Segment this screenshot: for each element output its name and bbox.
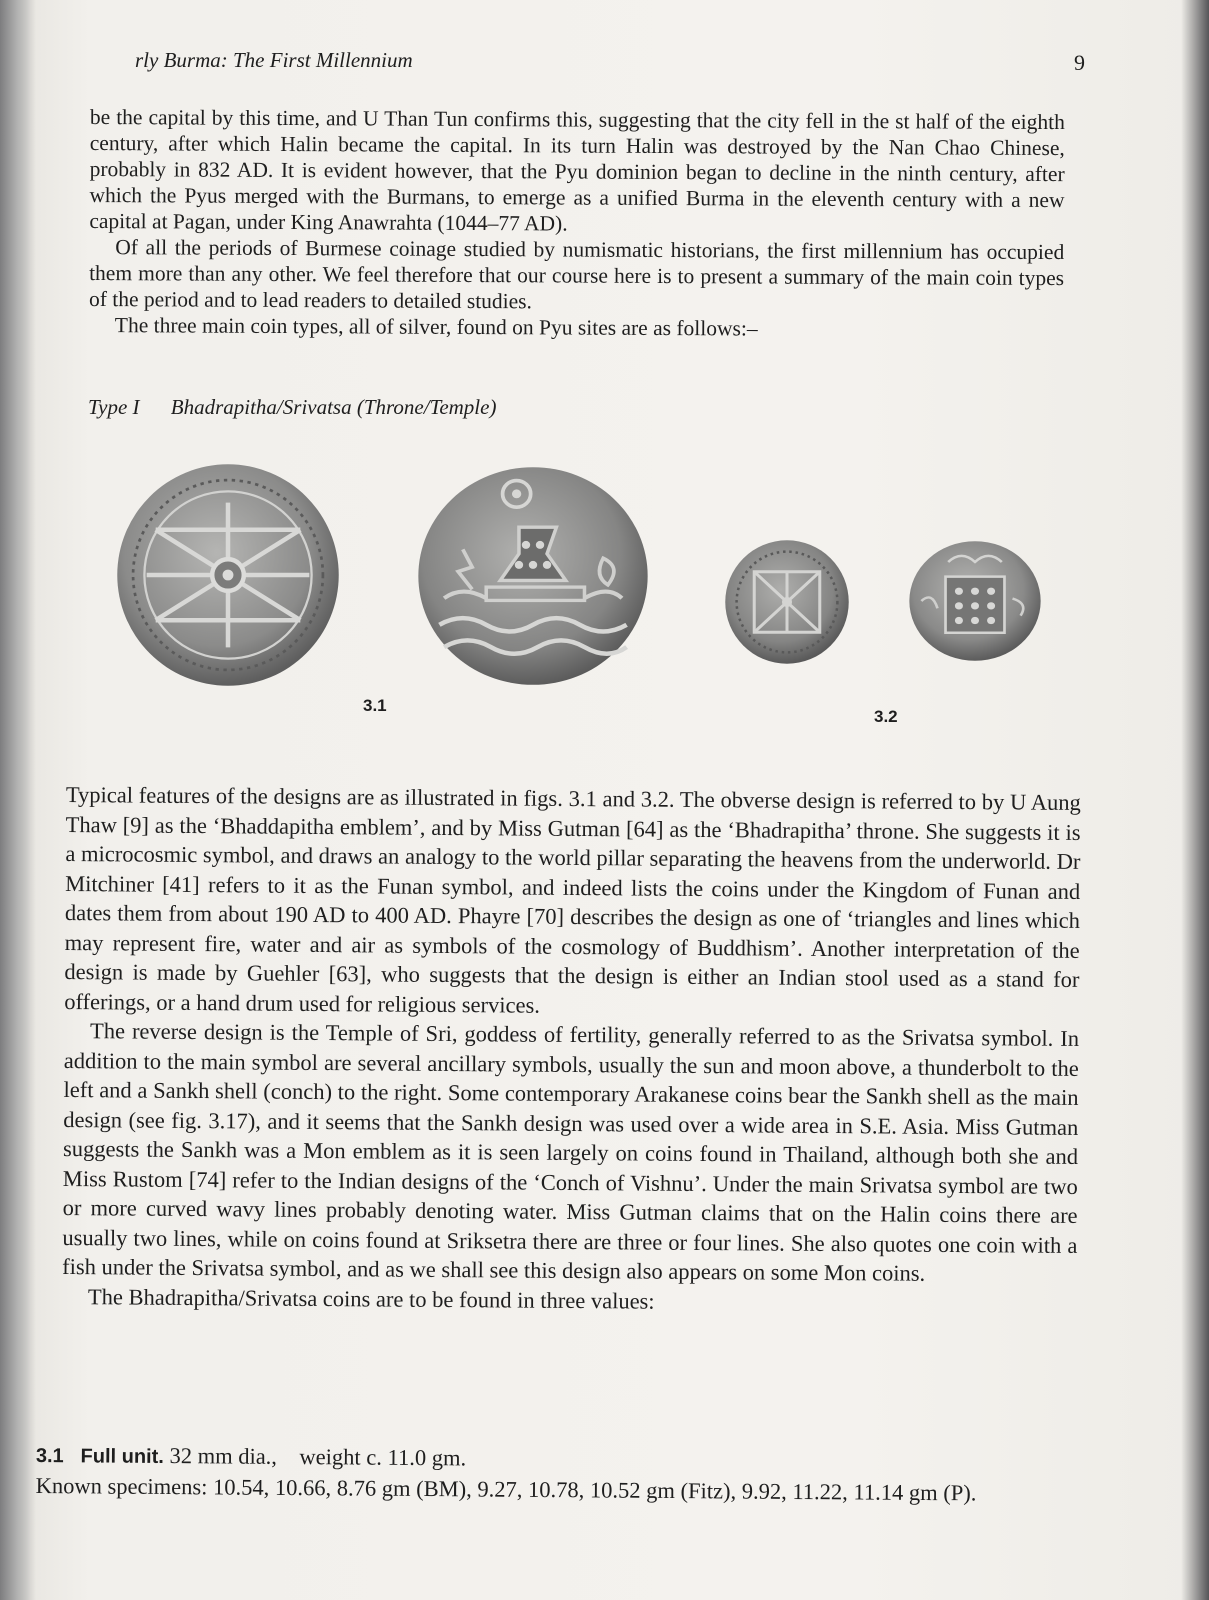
entry-number: 3.1 <box>35 1444 64 1468</box>
bhadrapitha-emblem-icon <box>115 462 341 688</box>
srivatsa-temple-small-icon <box>908 540 1042 662</box>
running-title: rly Burma: The First Millennium <box>135 48 413 72</box>
entry-specimens: Known specimens: 10.54, 10.66, 8.76 gm (BM), 9.27, 10.78, 10.52 gm (Fitz), 9.92, 11.22, 11.14 gm (P). <box>35 1472 977 1506</box>
type-heading <box>88 395 496 420</box>
coin-reverse-small-image <box>908 540 1042 662</box>
coin-obverse-large-image <box>115 462 341 688</box>
bhadrapitha-emblem-small-icon <box>724 539 850 665</box>
body-paragraph-3: The Bhadrapitha/Srivatsa coins are to be found in three values: <box>87 1283 655 1314</box>
figure-label-3-2: 3.2 <box>874 707 898 726</box>
running-header <box>115 48 1085 78</box>
coin-obverse-small-image <box>724 539 850 665</box>
coin-reverse-large-image <box>416 465 650 687</box>
intro-text <box>89 104 1065 343</box>
type-name: Bhadrapitha/Srivatsa (Throne/Temple) <box>170 395 497 419</box>
entry-unit: Full unit. <box>80 1445 164 1469</box>
type-label: Type I <box>88 395 140 419</box>
intro-paragraph-2: Of all the periods of Burmese coinage studied by numismatic historians, the first millennium has occupied them more than any other. We feel therefore that our course here is to present a summary of the main coin types of the period and to lead readers to detailed studies. <box>88 235 1065 314</box>
srivatsa-temple-icon <box>416 465 650 687</box>
figure-label-3-1: 3.1 <box>363 696 387 715</box>
catalogue-entry <box>36 1440 1108 1508</box>
intro-paragraph-3: The three main coin types, all of silver, found on Pyu sites are as follows:– <box>114 313 758 341</box>
entry-details: 32 mm dia., weight c. 11.0 gm. <box>169 1443 467 1471</box>
page-edge-shadow <box>1181 0 1209 1600</box>
page-number: 9 <box>1074 50 1085 75</box>
body-paragraph-2: The reverse design is the Temple of Sri, goddess of fertility, generally referred to as the Srivatsa symbol. In addition to the main symbol are several ancillary symbols, usually the sun and moon above, a thunderbolt to the left and a Sankh shell (conch) to the right. Some contemporary Arakanese coins bear the Sankh shell as the main design (see fig. 3.17), and it seems that the Sankh design was used over a wide area in S.E. Asia. Miss Gutman suggests the Sankh was a Mon emblem as it is seen largely on coins found in Thailand, although both she and Miss Rustom [74] refer to the Indian designs of the ‘Conch of Vishnu’. Under the main Srivatsa symbol are two or more curved wavy lines probably denoting water. Miss Gutman claims that on the Halin coins there are usually two lines, while on coins found at Sriksetra there are three or four lines. She also quotes one coin with a fish under the Srivatsa symbol, and as we shall see this design also appears on some Mon coins. <box>62 1018 1080 1286</box>
intro-paragraph-1: be the capital by this time, and U Than Tun confirms this, suggesting that the city fell in the st half of the eighth century, after which Halin became the capital. In its turn Halin was destroyed by the Nan Chao Chinese, probably in 832 AD. It is evident however, that the Pyu dominion began to decline in the ninth century, after which the Pyus merged with the Burmans, to emerge as a unified Burma in the eleventh century with a new capital at Pagan, under King Anawrahta (1044–77 AD). <box>89 104 1065 236</box>
body-text <box>62 780 1081 1319</box>
book-spine-shadow <box>0 0 36 1600</box>
body-paragraph-1: Typical features of the designs are as illustrated in figs. 3.1 and 3.2. The obverse design is referred to by U Aung Thaw [9] as the ‘Bhaddapitha emblem’, and by Miss Gutman [64] as the ‘Bhadrapitha’ throne. She suggests it is a microcosmic symbol, and draws an analogy to the world pillar separating the heavens from the underworld. Dr Mitchiner [41] refers to it as the Funan symbol, and indeed lists the coins under the Kingdom of Funan and dates them from about 190 AD to 400 AD. Phayre [70] describes the design as one of ‘triangles and lines which may represent fire, water and air as symbols of the cosmology of Buddhism’. Another interpretation of the design is made by Guehler [63], who suggests that the design is either an Indian stool used as a stand for offerings, or a hand drum used for religious services. <box>64 781 1081 1018</box>
